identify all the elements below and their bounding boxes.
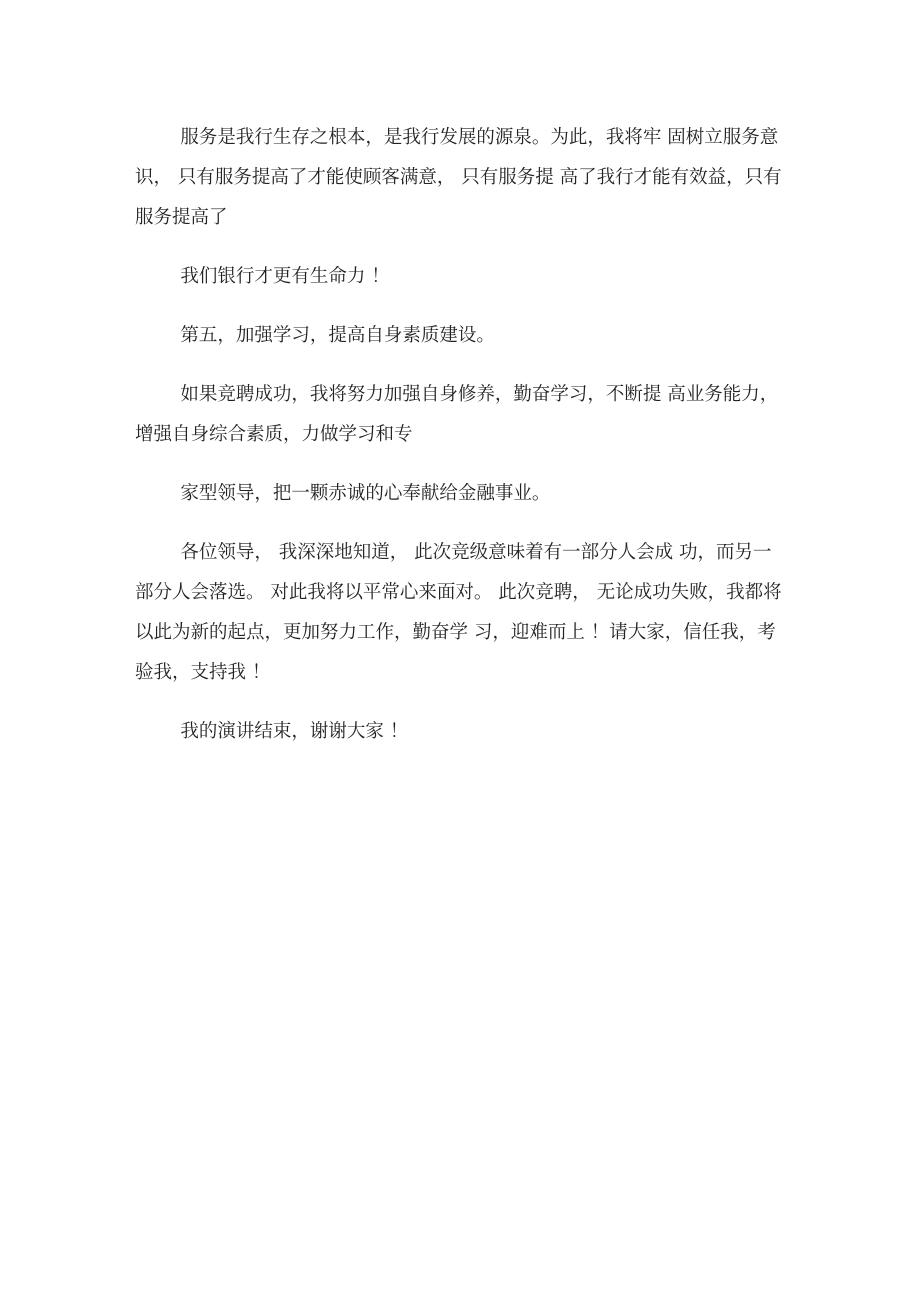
paragraph-fifth-point-heading: 第五，加强学习，提高自身素质建设。 — [180, 325, 495, 346]
paragraph-learning-commitment: 如果竞聘成功，我将努力加强自身修养，勤奋学习，不断提 高业务能力，增强自身综合素质，力做学习和专 — [135, 384, 779, 445]
paragraph-expert-leader: 家型领导，把一颗赤诚的心奉献给金融事业。 — [180, 483, 551, 504]
paragraph-competition-attitude: 各位领导， 我深深地知道， 此次竞级意味着有一部分人会成 功，而另一部分人会落选。 对此我将以平常心来面对。 此次竞聘， 无论成功失败，我都将以此为新的起点，更加努力工作，勤奋学 习，迎难而上 ！请大家，信任我，考验我，支持我 ！ — [135, 542, 782, 683]
document-body — [135, 118, 785, 771]
paragraph-closing: 我的演讲结束，谢谢大家 ！ — [180, 721, 409, 742]
paragraph-bank-vitality: 我们银行才更有生命力 ！ — [180, 266, 390, 287]
paragraph-service-commitment: 服务是我行生存之根本，是我行发展的源泉。为此，我将牢 固树立服务意识， 只有服务提高了才能使顾客满意， 只有服务提 高了我行才能有效益，只有服务提高了 — [135, 127, 782, 228]
